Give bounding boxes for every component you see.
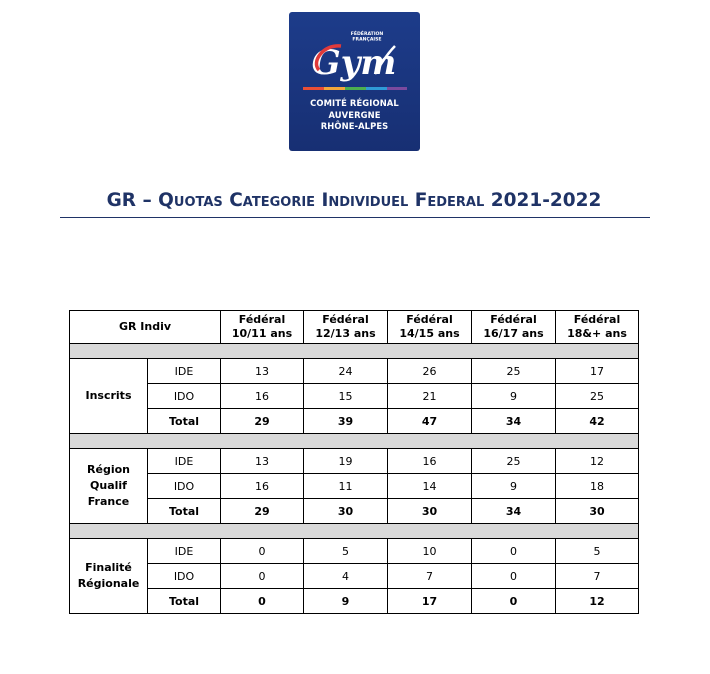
cell: 0 [472, 539, 556, 564]
cell: 39 [304, 409, 388, 434]
cell: 29 [221, 409, 304, 434]
cell: 0 [472, 564, 556, 589]
row-label: IDE [148, 449, 221, 474]
cell: 30 [304, 499, 388, 524]
cell: 7 [556, 564, 639, 589]
cell: 14 [388, 474, 472, 499]
cell: 24 [304, 359, 388, 384]
cell: 5 [556, 539, 639, 564]
cell: 17 [556, 359, 639, 384]
cell: 34 [472, 409, 556, 434]
column-header: Fédéral 18&+ ans [556, 311, 639, 344]
logo-federation-line2: FRANÇAISE [352, 37, 382, 43]
logo-federation-line1: FÉDÉRATION [350, 32, 384, 37]
table-row [70, 384, 639, 409]
separator-row [70, 524, 639, 539]
column-header: Fédéral 10/11 ans [221, 311, 304, 344]
table-row [70, 564, 639, 589]
header-corner: GR Indiv [70, 311, 221, 344]
group-label: Finalité Régionale [70, 539, 148, 614]
row-label: IDO [148, 474, 221, 499]
separator-row [70, 434, 639, 449]
table-row-total [70, 409, 639, 434]
column-header: Fédéral 12/13 ans [304, 311, 388, 344]
logo-region-line: COMITÉ RÉGIONAL [310, 98, 399, 108]
row-label: Total [148, 499, 221, 524]
logo-region-text [289, 98, 420, 133]
cell: 21 [388, 384, 472, 409]
cell: 42 [556, 409, 639, 434]
logo-stripe-blue [366, 87, 387, 90]
cell: 16 [221, 384, 304, 409]
logo-region-line: RHÔNE-ALPES [320, 121, 389, 131]
column-header: Fédéral 16/17 ans [472, 311, 556, 344]
group-label: Région Qualif France [70, 449, 148, 524]
cell: 47 [388, 409, 472, 434]
row-label: IDE [148, 539, 221, 564]
group-label: Inscrits [70, 359, 148, 434]
federation-logo [289, 12, 420, 151]
cell: 34 [472, 499, 556, 524]
cell: 13 [221, 359, 304, 384]
cell: 12 [556, 589, 639, 614]
table-header-row [70, 311, 639, 344]
row-label: IDE [148, 359, 221, 384]
table-row-total [70, 589, 639, 614]
cell: 5 [304, 539, 388, 564]
cell: 25 [472, 449, 556, 474]
cell: 9 [472, 384, 556, 409]
logo-stripe-orange [324, 87, 345, 90]
cell: 19 [304, 449, 388, 474]
separator-row [70, 344, 639, 359]
row-label: IDO [148, 384, 221, 409]
cell: 26 [388, 359, 472, 384]
cell: 4 [304, 564, 388, 589]
cell: 9 [472, 474, 556, 499]
table-row-total [70, 499, 639, 524]
column-header: Fédéral 14/15 ans [388, 311, 472, 344]
quota-table [69, 310, 639, 614]
table-row [70, 474, 639, 499]
cell: 0 [221, 564, 304, 589]
page-title [60, 190, 648, 211]
cell: 16 [221, 474, 304, 499]
logo-stripe-green [345, 87, 366, 90]
cell: 11 [304, 474, 388, 499]
cell: 18 [556, 474, 639, 499]
cell: 15 [304, 384, 388, 409]
cell: 17 [388, 589, 472, 614]
cell: 13 [221, 449, 304, 474]
cell: 0 [472, 589, 556, 614]
table-row [70, 359, 639, 384]
cell: 30 [388, 499, 472, 524]
row-label: Total [148, 409, 221, 434]
cell: 0 [221, 539, 304, 564]
cell: 16 [388, 449, 472, 474]
cell: 29 [221, 499, 304, 524]
title-prefix: GR – [106, 190, 159, 211]
cell: 25 [472, 359, 556, 384]
logo-brand-text: Gym [311, 43, 397, 83]
cell: 0 [221, 589, 304, 614]
logo-region-line: AUVERGNE [328, 109, 381, 120]
row-label: Total [148, 589, 221, 614]
cell: 9 [304, 589, 388, 614]
title-main: Quotas Categorie Individuel Federal [158, 190, 485, 211]
table-row [70, 539, 639, 564]
cell: 7 [388, 564, 472, 589]
cell: 30 [556, 499, 639, 524]
table-row [70, 449, 639, 474]
row-label: IDO [148, 564, 221, 589]
cell: 10 [388, 539, 472, 564]
title-underline [60, 217, 650, 218]
logo-stripe-purple [387, 87, 407, 90]
logo-stripe-red [303, 87, 324, 90]
cell: 25 [556, 384, 639, 409]
cell: 12 [556, 449, 639, 474]
title-year: 2021-2022 [484, 190, 602, 211]
